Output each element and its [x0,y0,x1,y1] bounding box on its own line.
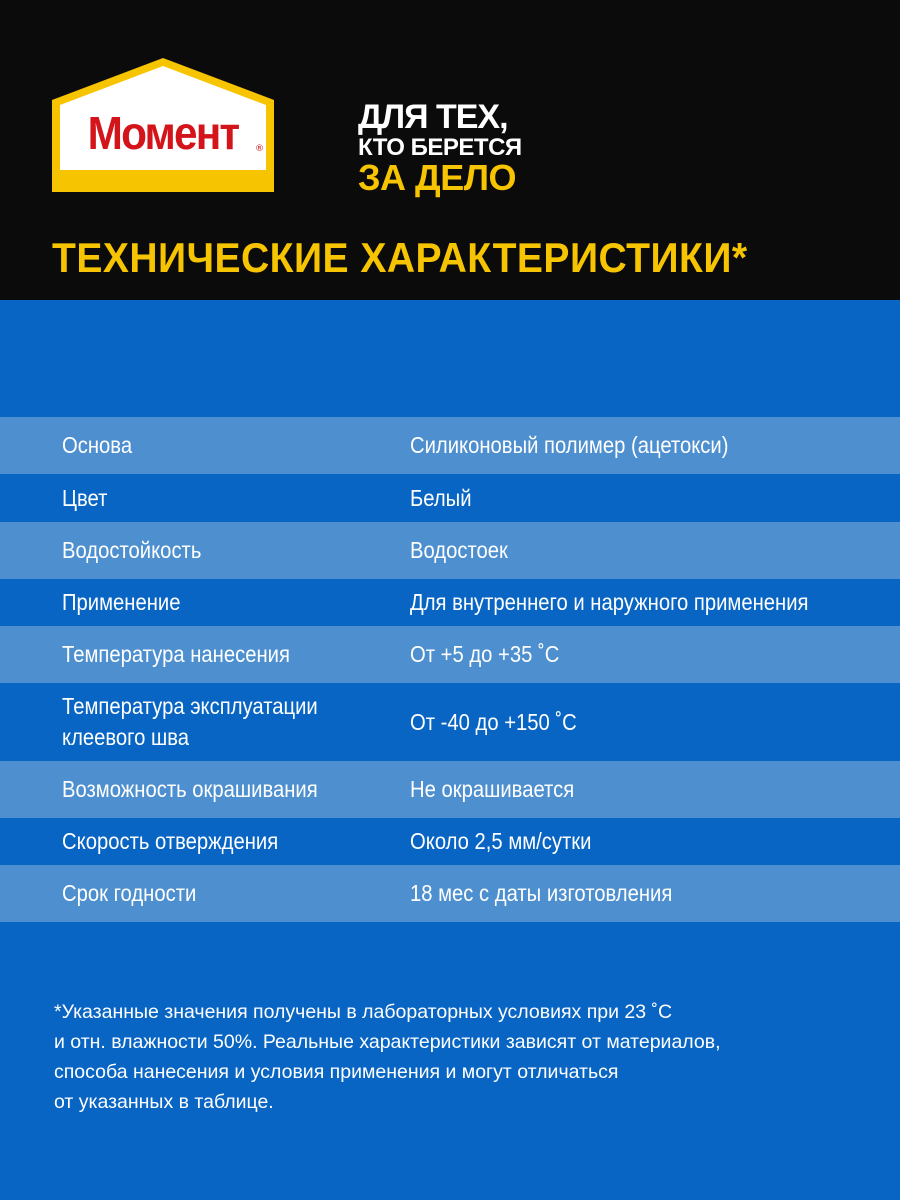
logo-wordmark: Момент [87,107,239,159]
spec-row-paintability [0,761,900,818]
spec-label: Цвет [62,484,108,511]
brand-logo [50,56,276,194]
registered-mark-icon: ® [255,144,264,154]
spec-value: 18 мес с даты изготовления [410,880,673,906]
slogan-line-2: КТО БЕРЕТСЯ [358,134,522,161]
footnote-line: *Указанные значения получены в лабораторных условиях при 23 ˚С [54,1001,673,1023]
spec-value: Белый [410,484,472,511]
spec-label: Водостойкость [62,537,202,563]
spec-value: От -40 до +150 ˚С [410,708,577,735]
spec-label-line-1: Температура эксплуатации [62,693,318,719]
spec-value: Не окрашивается [410,776,575,802]
spec-label [62,691,344,753]
header [0,0,900,300]
footnote-line: и отн. влажности 50%. Реальные характеристики зависят от материалов, [54,1031,721,1053]
spec-row-color [0,474,900,522]
spec-label: Скорость отверждения [62,828,279,854]
spec-label: Основа [62,432,133,458]
slogan-line-3: ЗА ДЕЛО [358,157,516,198]
spec-label-line-2: клеевого шва [62,724,190,750]
slogan [358,100,548,196]
specs-panel [0,300,900,1200]
spec-row-shelf-life [0,865,900,922]
footnote-line: от указанных в таблице. [54,1091,274,1113]
spec-row-water-resistance [0,522,900,579]
spec-row-operating-temperature [0,683,900,761]
spec-row-curing-speed [0,818,900,865]
spec-row-application-temperature [0,626,900,683]
slogan-line-1: ДЛЯ ТЕХ, [358,98,508,136]
specs-table [0,417,900,922]
spec-value: От +5 до +35 ˚С [410,641,560,667]
spec-value: Силиконовый полимер (ацетокси) [410,432,729,458]
spec-value: Водостоек [410,537,508,563]
spec-label: Срок годности [62,880,197,906]
spec-row-application [0,579,900,626]
footnote-line: способа нанесения и условия применения и могут отличаться [54,1061,619,1083]
spec-row-base [0,417,900,474]
page-title: ТЕХНИЧЕСКИЕ ХАРАКТЕРИСТИКИ* [52,234,748,281]
spec-value: Для внутреннего и наружного применения [410,589,809,615]
spec-label: Возможность окрашивания [62,776,318,802]
spec-value: Около 2,5 мм/сутки [410,828,592,854]
spec-label: Температура нанесения [62,641,290,667]
footnote [54,997,854,1117]
spec-label: Применение [62,589,181,615]
